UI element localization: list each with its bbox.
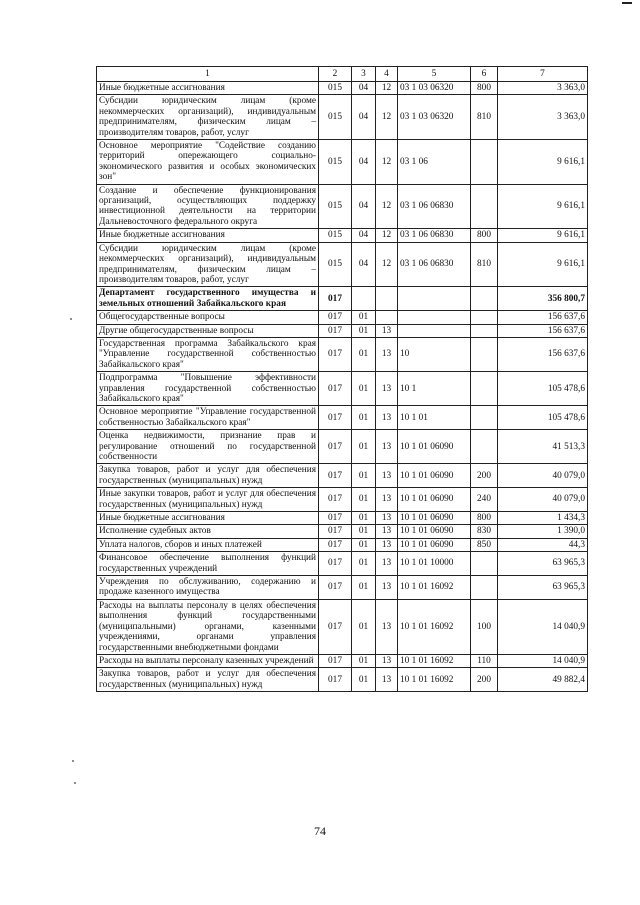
column-header: 2 [319,67,352,82]
row-ministry-code: 017 [319,654,352,667]
row-section-code [352,287,376,311]
row-target-code: 03 1 06 [398,140,471,185]
row-name: Закупка товаров, работ и услуг для обеспечения государственных (муниципальных) нужд [97,464,319,488]
row-section-code: 01 [352,324,376,337]
row-ministry-code: 015 [319,229,352,242]
row-target-code [398,324,471,337]
column-header: 1 [97,67,319,82]
row-section-code: 04 [352,229,376,242]
row-subsection-code [376,311,398,324]
row-subsection-code: 13 [376,430,398,464]
table-row [97,488,588,512]
row-subsection-code [376,287,398,311]
row-subsection-code: 13 [376,337,398,371]
row-target-code: 10 1 01 06090 [398,512,471,525]
row-ministry-code: 017 [319,668,352,692]
row-expense-type [471,337,498,371]
table-row [97,372,588,406]
row-subsection-code: 13 [376,372,398,406]
row-name: Уплата налогов, сборов и иных платежей [97,538,319,551]
row-subsection-code: 12 [376,184,398,229]
column-header: 5 [398,67,471,82]
row-expense-type: 200 [471,668,498,692]
row-name: Государственная программа Забайкальского края "Управление государственной собственностью Забайкальского края" [97,337,319,371]
row-amount: 63 965,3 [498,552,588,576]
row-name: Иные бюджетные ассигнования [97,512,319,525]
table-row [97,287,588,311]
row-target-code: 10 1 01 06090 [398,488,471,512]
budget-table [96,66,588,692]
table-row [97,668,588,692]
table-row [97,576,588,600]
row-section-code: 01 [352,406,376,430]
row-name: Исполнение судебных актов [97,525,319,538]
table-row [97,599,588,654]
row-name: Создание и обеспечение функционирования организаций, осуществляющих поддержку инвестиционной деятельности на территории Дальневосточного федерального округа [97,184,319,229]
row-expense-type [471,576,498,600]
row-expense-type: 800 [471,82,498,95]
scan-mark [622,2,632,4]
scan-dot [70,318,72,320]
row-subsection-code: 13 [376,464,398,488]
table-header-row [97,67,588,82]
row-target-code: 10 1 01 06090 [398,538,471,551]
row-subsection-code: 13 [376,512,398,525]
row-amount: 9 616,1 [498,140,588,185]
column-header: 6 [471,67,498,82]
row-section-code: 01 [352,311,376,324]
row-ministry-code: 015 [319,95,352,140]
row-target-code: 10 1 01 16092 [398,599,471,654]
row-name: Субсидии юридическим лицам (кроме некоммерческих организаций), индивидуальным предпринимателям, физическим лицам – производителям товаров, работ, услуг [97,95,319,140]
table-row [97,654,588,667]
row-amount: 156 637,6 [498,311,588,324]
row-section-code: 01 [352,538,376,551]
row-name: Оценка недвижимости, признание прав и регулирование отношений по государственной собственности [97,430,319,464]
row-amount: 105 478,6 [498,372,588,406]
table-row [97,324,588,337]
row-subsection-code: 13 [376,576,398,600]
row-subsection-code: 12 [376,140,398,185]
row-target-code: 10 [398,337,471,371]
row-ministry-code: 017 [319,324,352,337]
row-amount: 1 390,0 [498,525,588,538]
row-subsection-code: 13 [376,552,398,576]
row-section-code: 04 [352,140,376,185]
row-target-code: 10 1 01 10000 [398,552,471,576]
row-expense-type [471,406,498,430]
row-target-code [398,311,471,324]
row-amount: 3 363,0 [498,82,588,95]
row-target-code: 03 1 06 06830 [398,184,471,229]
row-section-code: 01 [352,599,376,654]
scan-dot [72,760,74,762]
row-section-code: 01 [352,512,376,525]
row-ministry-code: 017 [319,538,352,551]
row-subsection-code: 13 [376,525,398,538]
row-expense-type [471,140,498,185]
row-target-code: 03 1 06 06830 [398,242,471,287]
row-amount: 49 882,4 [498,668,588,692]
row-name: Учреждения по обслуживанию, содержанию и продаже казенного имущества [97,576,319,600]
row-amount: 41 513,3 [498,430,588,464]
row-expense-type: 100 [471,599,498,654]
row-name: Субсидии юридическим лицам (кроме некоммерческих организаций), индивидуальным предпринимателям, физическим лицам – производителям товаров, работ, услуг [97,242,319,287]
column-header: 4 [376,67,398,82]
row-name: Основное мероприятие "Управление государственной собственностью Забайкальского края" [97,406,319,430]
row-amount: 9 616,1 [498,184,588,229]
row-expense-type: 200 [471,464,498,488]
row-ministry-code: 017 [319,488,352,512]
row-ministry-code: 017 [319,430,352,464]
row-target-code: 10 1 01 16092 [398,668,471,692]
row-amount: 105 478,6 [498,406,588,430]
row-section-code: 01 [352,668,376,692]
row-amount: 44,3 [498,538,588,551]
row-target-code: 10 1 01 [398,406,471,430]
row-expense-type [471,311,498,324]
row-amount: 9 616,1 [498,242,588,287]
row-amount: 3 363,0 [498,95,588,140]
scan-dot [74,782,76,784]
row-section-code: 01 [352,430,376,464]
row-section-code: 01 [352,525,376,538]
row-expense-type: 800 [471,512,498,525]
table-row [97,229,588,242]
row-amount: 156 637,6 [498,337,588,371]
row-section-code: 01 [352,488,376,512]
row-section-code: 01 [352,576,376,600]
row-section-code: 01 [352,337,376,371]
row-ministry-code: 017 [319,464,352,488]
row-section-code: 04 [352,95,376,140]
row-name: Иные бюджетные ассигнования [97,82,319,95]
row-ministry-code: 017 [319,406,352,430]
row-ministry-code: 017 [319,576,352,600]
row-ministry-code: 017 [319,287,352,311]
row-subsection-code: 13 [376,406,398,430]
row-amount: 40 079,0 [498,464,588,488]
table-row [97,430,588,464]
row-name: Расходы на выплаты персоналу в целях обеспечения выполнения функций государственными (муниципальными) органами, казенными учреждениями, органами управления государственными внебюджетными фондами [97,599,319,654]
row-ministry-code: 017 [319,552,352,576]
row-expense-type [471,552,498,576]
table-row [97,512,588,525]
row-name: Иные бюджетные ассигнования [97,229,319,242]
table-row [97,464,588,488]
row-section-code: 01 [352,552,376,576]
row-expense-type [471,287,498,311]
row-expense-type: 830 [471,525,498,538]
row-subsection-code: 12 [376,229,398,242]
row-ministry-code: 017 [319,311,352,324]
table-row [97,525,588,538]
table-row [97,140,588,185]
row-name: Финансовое обеспечение выполнения функций государственных учреждений [97,552,319,576]
table-row [97,538,588,551]
row-amount: 9 616,1 [498,229,588,242]
row-expense-type: 800 [471,229,498,242]
row-amount: 356 800,7 [498,287,588,311]
page-number: 74 [314,824,326,838]
row-expense-type: 240 [471,488,498,512]
row-section-code: 04 [352,242,376,287]
row-ministry-code: 015 [319,242,352,287]
table-row [97,242,588,287]
row-subsection-code: 12 [376,82,398,95]
row-expense-type [471,184,498,229]
row-amount: 14 040,9 [498,599,588,654]
table-row [97,82,588,95]
column-header: 3 [352,67,376,82]
row-target-code: 10 1 01 06090 [398,464,471,488]
row-target-code: 03 1 06 06830 [398,229,471,242]
row-name: Подпрограмма "Повышение эффективности управления государственной собственностью Забайкальского края" [97,372,319,406]
table-row [97,184,588,229]
row-subsection-code: 13 [376,654,398,667]
row-expense-type: 110 [471,654,498,667]
row-name: Другие общегосударственные вопросы [97,324,319,337]
row-name: Общегосударственные вопросы [97,311,319,324]
row-amount: 40 079,0 [498,488,588,512]
row-ministry-code: 017 [319,512,352,525]
row-amount: 1 434,3 [498,512,588,525]
row-amount: 63 965,3 [498,576,588,600]
row-section-code: 01 [352,464,376,488]
row-subsection-code: 13 [376,668,398,692]
row-ministry-code: 017 [319,599,352,654]
row-section-code: 01 [352,654,376,667]
row-target-code: 03 1 03 06320 [398,82,471,95]
table-row [97,337,588,371]
row-ministry-code: 015 [319,184,352,229]
row-name: Иные закупки товаров, работ и услуг для обеспечения государственных (муниципальных) нужд [97,488,319,512]
row-expense-type [471,372,498,406]
row-ministry-code: 017 [319,372,352,406]
row-expense-type [471,324,498,337]
row-name: Расходы на выплаты персоналу казенных учреждений [97,654,319,667]
row-name: Основное мероприятие "Содействие созданию территорий опережающего социально-экономического развития и особых экономических зон" [97,140,319,185]
row-target-code: 10 1 01 06090 [398,430,471,464]
row-target-code: 10 1 01 16092 [398,576,471,600]
row-amount: 156 637,6 [498,324,588,337]
table-row [97,311,588,324]
row-section-code: 01 [352,372,376,406]
row-subsection-code: 12 [376,95,398,140]
row-subsection-code: 13 [376,599,398,654]
row-expense-type: 850 [471,538,498,551]
table-row [97,95,588,140]
row-section-code: 04 [352,82,376,95]
row-ministry-code: 015 [319,82,352,95]
row-expense-type: 810 [471,242,498,287]
row-ministry-code: 017 [319,525,352,538]
row-subsection-code: 13 [376,538,398,551]
row-expense-type [471,430,498,464]
row-subsection-code: 12 [376,242,398,287]
row-target-code: 10 1 [398,372,471,406]
row-target-code [398,287,471,311]
table-row [97,552,588,576]
row-name: Департамент государственного имущества и земельных отношений Забайкальского края [97,287,319,311]
row-section-code: 04 [352,184,376,229]
row-target-code: 10 1 01 16092 [398,654,471,667]
row-amount: 14 040,9 [498,654,588,667]
row-expense-type: 810 [471,95,498,140]
row-ministry-code: 015 [319,140,352,185]
table-row [97,406,588,430]
row-ministry-code: 017 [319,337,352,371]
row-name: Закупка товаров, работ и услуг для обеспечения государственных (муниципальных) нужд [97,668,319,692]
row-subsection-code: 13 [376,488,398,512]
row-target-code: 03 1 03 06320 [398,95,471,140]
row-target-code: 10 1 01 06090 [398,525,471,538]
column-header: 7 [498,67,588,82]
row-subsection-code: 13 [376,324,398,337]
